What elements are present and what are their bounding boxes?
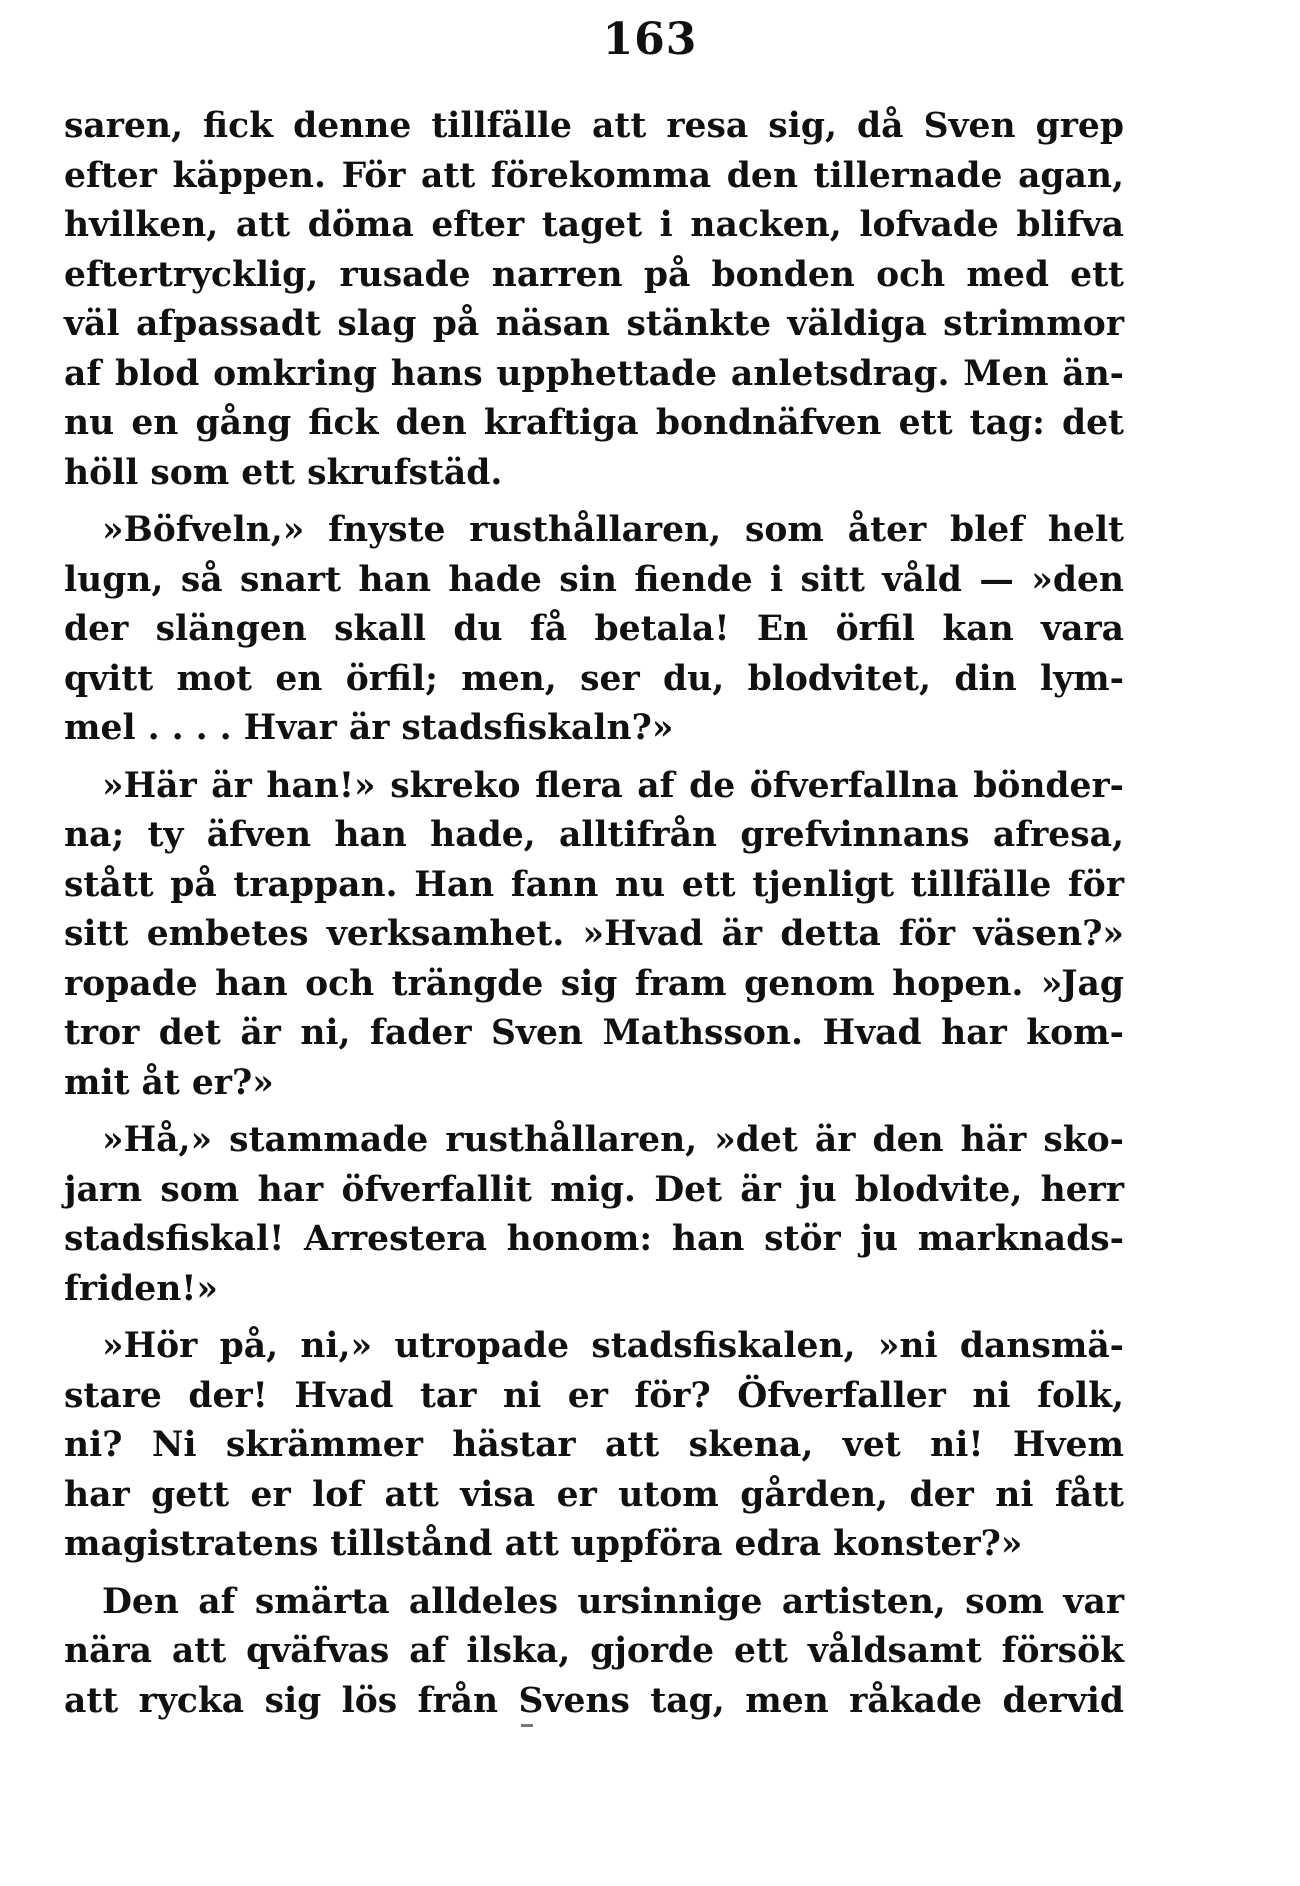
text-line: jarn som har öfverfallit mig. Det är ju blodvite, herr	[64, 1169, 1124, 1210]
paragraph-gap	[64, 754, 1124, 762]
text-line: »Hå,» stammade rusthållaren, »det är den här sko-	[102, 1120, 1124, 1160]
text-line: stare der! Hvad tar ni er för? Öfverfaller ni folk,	[64, 1375, 1124, 1416]
text-line: väl afpassadt slag på näsan stänkte väldiga strimmor	[64, 304, 1124, 344]
text-line: tror det är ni, fader Sven Mathsson. Hvad har kom-	[64, 1013, 1124, 1053]
text-line: der slängen skall du få betala! En örfil kan vara	[64, 609, 1124, 649]
text-line: att rycka sig lös från Svens tag, men råkade dervid	[64, 1680, 1124, 1721]
text-line: har gett er lof att visa er utom gården, der ni fått	[64, 1474, 1124, 1515]
paragraph-gap	[64, 1570, 1124, 1578]
text-line: nära att qväfvas af ilska, gjorde ett våldsamt försök	[64, 1631, 1124, 1671]
body-text	[64, 102, 1124, 1726]
text-line: lugn, så snart han hade sin fiende i sitt våld — »den	[64, 559, 1124, 600]
paragraph-gap	[64, 1108, 1124, 1116]
text-line: efter käppen. För att förekomma den tillernade agan,	[64, 155, 1124, 196]
text-line: hvilken, att döma efter taget i nacken, lofvade blifva	[64, 205, 1124, 245]
text-line: sitt embetes verksamhet. »Hvad är detta för väsen?»	[64, 914, 1124, 954]
paragraph	[64, 506, 1124, 754]
paragraph-gap	[64, 1314, 1124, 1322]
footer-mark	[521, 1724, 533, 1727]
text-line: stått på trappan. Han fann nu ett tjenligt tillfälle för	[64, 864, 1124, 905]
text-line: friden!»	[64, 1268, 218, 1309]
text-line: mit åt er?»	[64, 1062, 274, 1103]
text-line: ropade han och trängde sig fram genom hopen. »Jag	[64, 963, 1124, 1004]
paragraph-gap	[64, 498, 1124, 506]
text-line: höll som ett skrufstäd.	[64, 452, 503, 493]
text-line: eftertrycklig, rusade narren på bonden och med ett	[64, 254, 1124, 295]
text-line: saren, fick denne tillfälle att resa sig, då Sven grep	[64, 106, 1124, 146]
text-line: qvitt mot en örfil; men, ser du, blodvitet, din lym-	[64, 658, 1124, 699]
text-line: af blod omkring hans upphettade anletsdrag. Men än-	[64, 353, 1124, 394]
text-line: nu en gång fick den kraftiga bondnäfven ett tag: det	[64, 403, 1124, 443]
paragraph	[64, 762, 1124, 1109]
text-line: mel . . . . Hvar är stadsfiskaln?»	[64, 708, 674, 748]
paragraph	[64, 1322, 1124, 1570]
text-line: stadsfiskal! Arrestera honom: han stör ju marknads-	[64, 1219, 1124, 1259]
paragraph	[64, 1578, 1124, 1727]
text-line: magistratens tillstånd att uppföra edra konster?»	[64, 1524, 1023, 1564]
text-line: ni? Ni skrämmer hästar att skena, vet ni! Hvem	[64, 1425, 1124, 1465]
page-number: 163	[602, 14, 698, 65]
paragraph	[64, 102, 1124, 498]
text-line: »Hör på, ni,» utropade stadsfiskalen, »ni dansmä-	[102, 1326, 1124, 1366]
paragraph	[64, 1116, 1124, 1314]
text-line: »Här är han!» skreko flera af de öfverfallna bönder-	[102, 765, 1124, 806]
text-line: Den af smärta alldeles ursinnige artisten, som var	[102, 1581, 1124, 1622]
text-line: »Böfveln,» fnyste rusthållaren, som åter blef helt	[102, 510, 1124, 550]
text-line: na; ty äfven han hade, alltifrån grefvinnans afresa,	[64, 815, 1124, 855]
